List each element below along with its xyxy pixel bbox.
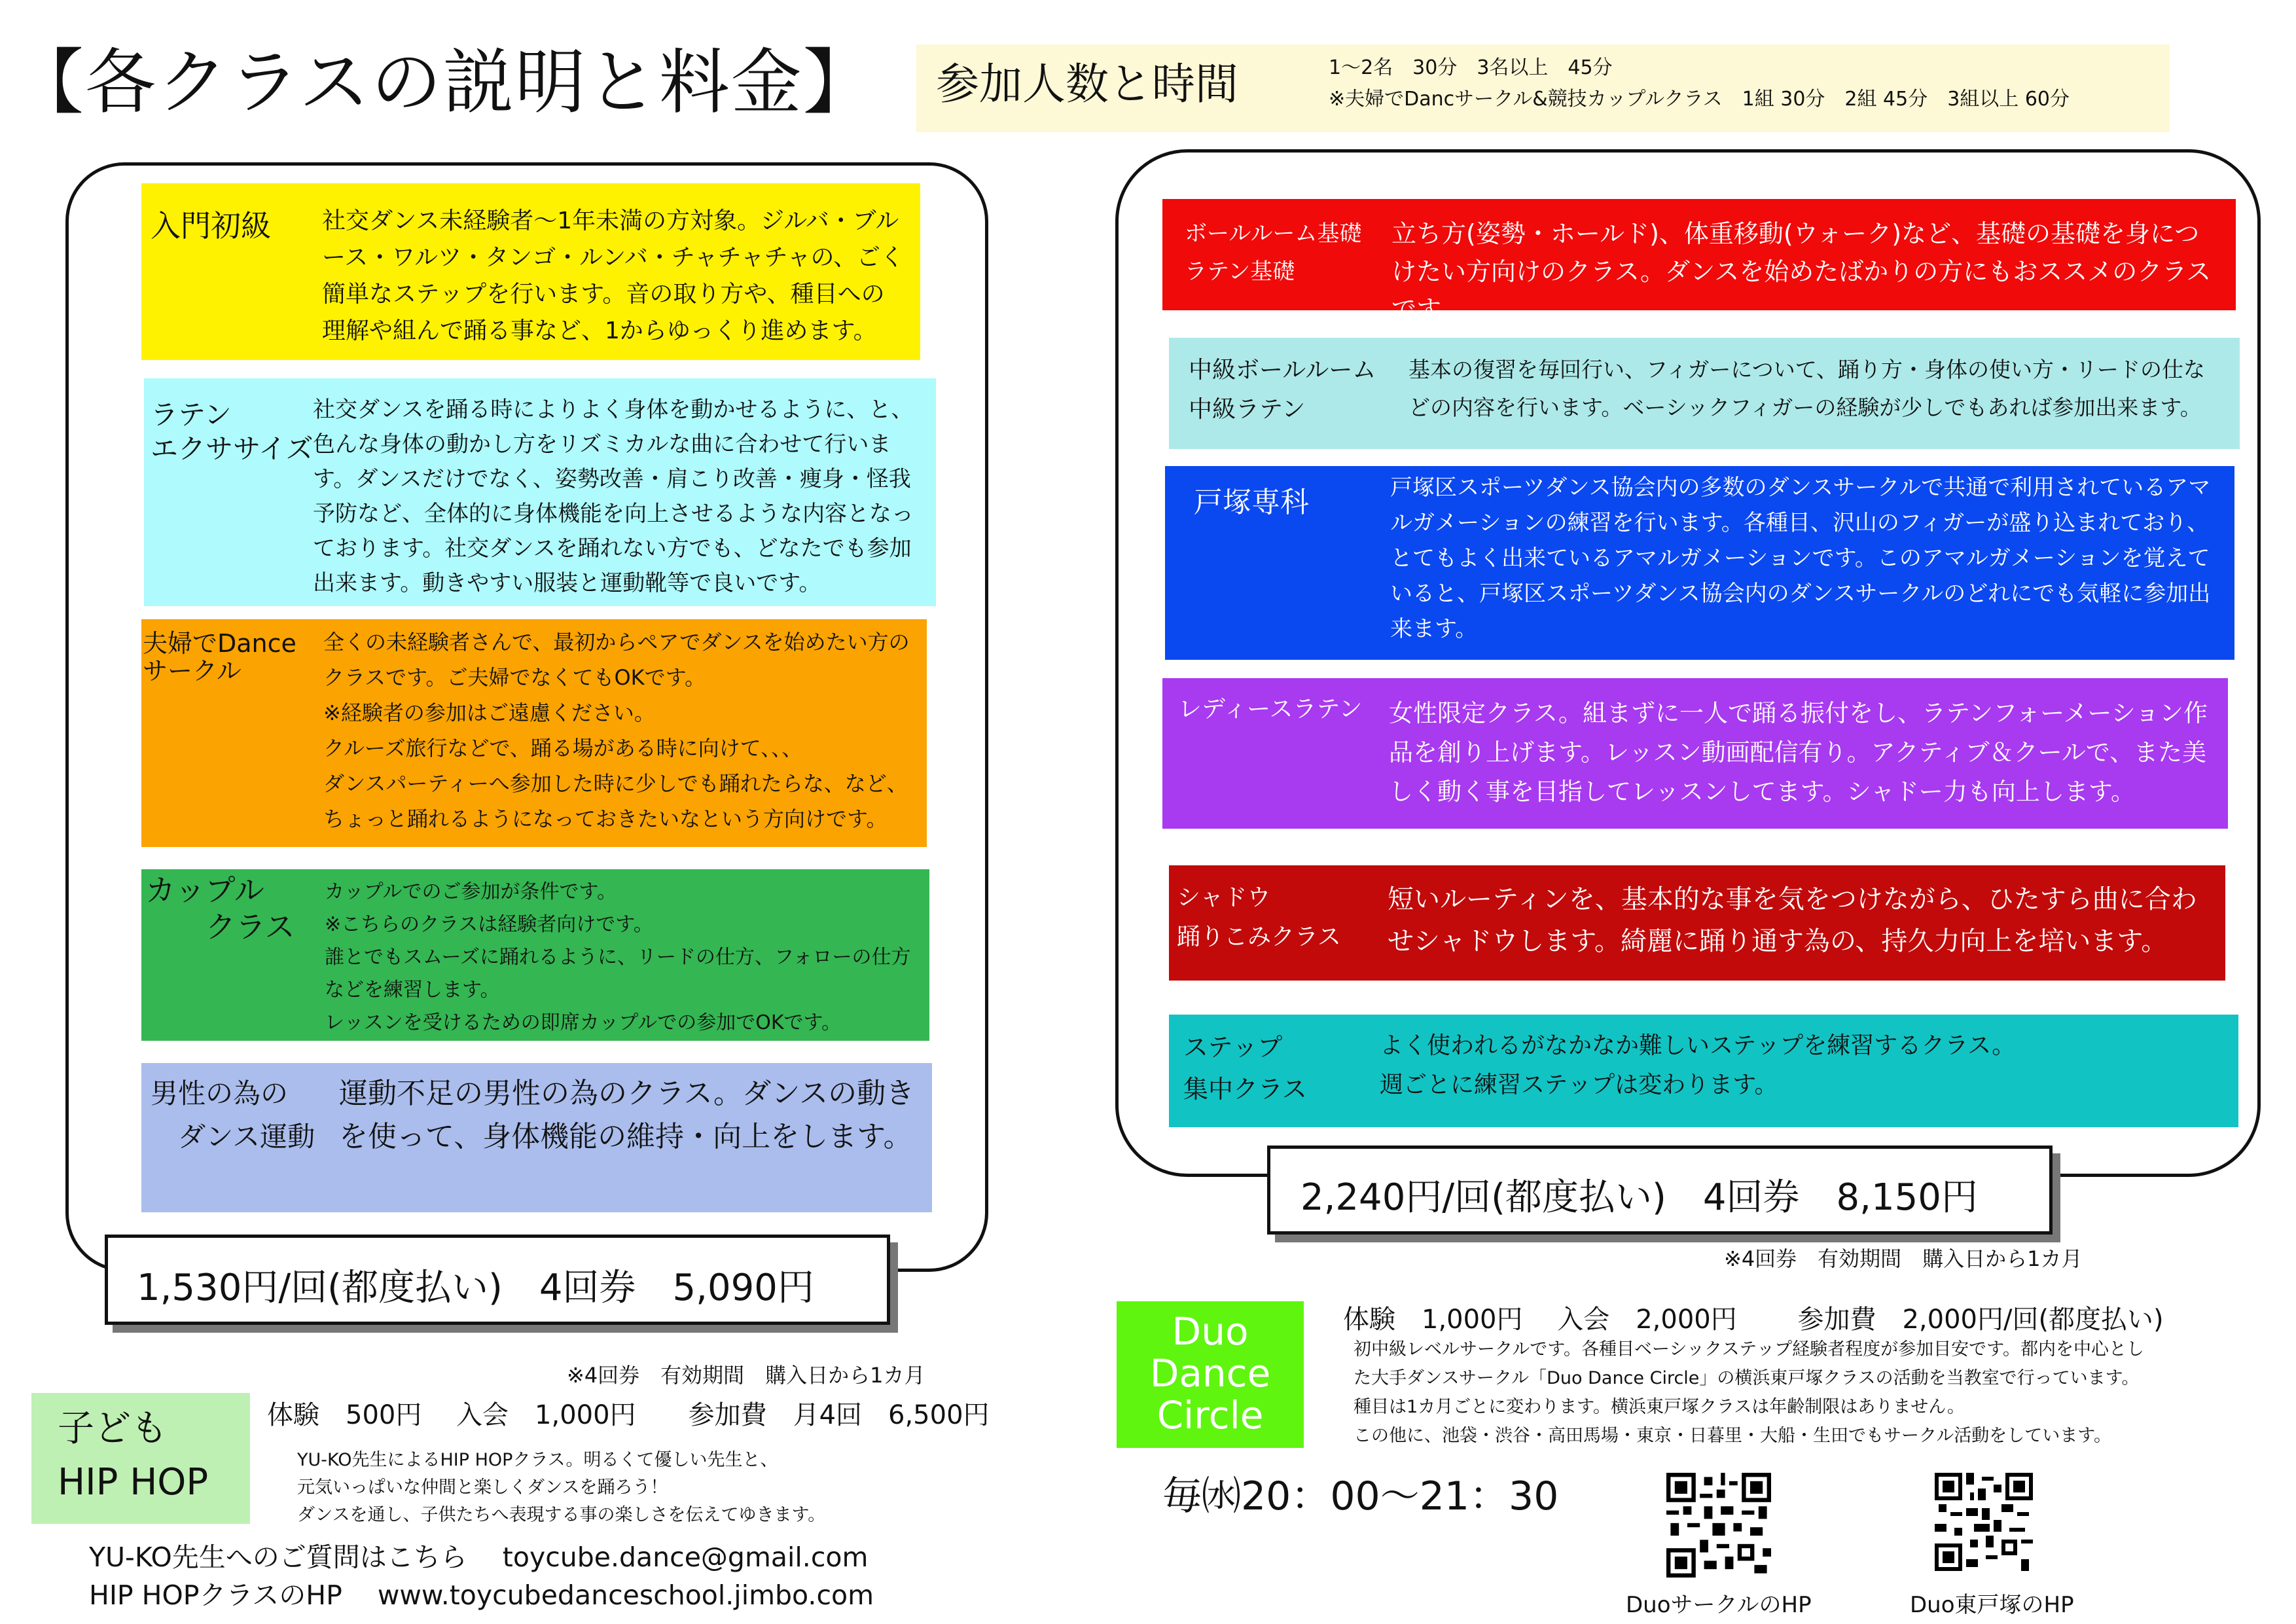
kids-hiphop-label: 子ども HIP HOP (31, 1393, 250, 1524)
class-card-couple-class (141, 869, 929, 1041)
class-name: シャドウ 踊りこみクラス (1177, 884, 1341, 950)
participation-label: 参加人数と時間 (936, 59, 1238, 109)
class-description: 女性限定クラス。組まずに一人で踊る振付をし、ラテンフォーメーション作品を創り上げます。レッスン動画配信有り。アクティブ＆クールで、また美しく動く事を目指してレッスンしてます。シャドー力も向上します。 (1389, 699, 2208, 806)
duo-higashi-totsuka-hp-label: Duo東戸塚のHP (1910, 1592, 2074, 1618)
duo-circle-qr-code[interactable] (1666, 1473, 1771, 1578)
class-description: カップルでのご参加が条件です。 ※こちらのクラスは経験者向けです。 誰とでもスムーズに踊れるように、リードの仕方、フォローの仕方などを練習します。 レッスンを受けるための即席カップルでの参加でOKです。 (325, 880, 911, 1034)
class-card-latin-exercise (144, 378, 936, 606)
class-name: カップル クラス (145, 873, 295, 945)
right-ticket-note: ※4回券 有効期間 購入日から1カ月 (1724, 1246, 2083, 1271)
class-card-shadow (1169, 865, 2225, 981)
duo-circle-hp-label: DuoサークルのHP (1626, 1592, 1812, 1618)
left-ticket-note: ※4回券 有効期間 購入日から1カ月 (567, 1363, 925, 1388)
page-title: 【各クラスの説明と料金】 (13, 42, 875, 124)
class-card-basics (1162, 199, 2236, 324)
class-card-ladies-latin (1162, 678, 2228, 829)
duo-dance-circle-logo: Duo Dance Circle (1117, 1301, 1304, 1448)
kids-description-2: 元気いっぱいな仲間と楽しくダンスを踊ろう！ (297, 1477, 668, 1498)
class-name: ボールルーム基礎 ラテン基礎 (1185, 221, 1362, 285)
left-price-box (105, 1235, 890, 1325)
kids-contact[interactable]: YU-KO先生へのご質問はこちら toycube.dance@gmail.com (89, 1542, 869, 1573)
class-name: 男性の為の ダンス運動 (151, 1077, 315, 1153)
right-price-box (1267, 1146, 2053, 1235)
class-description: 社交ダンスを踊る時によりよく身体を動かせるように、と、色んな身体の動かし方をリズミカルな曲に合わせて行います。ダンスだけでなく、姿勢改善・肩こり改善・痩身・怪我予防など、全体的に身体機能を向上させるような内容となっております。社交ダンスを踊れない方でも、どなたでも参加出来ます。動きやすい服装と運動靴等で良いです。 (313, 397, 914, 596)
class-description: 運動不足の男性の為のクラス。ダンスの動きを使って、身体機能の維持・向上をします。 (339, 1077, 915, 1153)
class-name: 戸塚専科 (1194, 486, 1309, 519)
kids-description-3: ダンスを通し、子供たちへ表現する事の楽しさを伝えてゆきます。 (297, 1505, 826, 1525)
duo-higashi-totsuka-qr-code[interactable] (1935, 1473, 2033, 1571)
class-card-mens-dance (141, 1063, 932, 1212)
participation-line-1: 1～2名 30分 3名以上 45分 (1329, 56, 1613, 79)
class-card-step (1169, 1015, 2238, 1127)
participation-line-2: ※夫婦でDancサークル&競技カップルクラス 1組 30分 2組 45分 3組以上 60分 (1329, 88, 2070, 111)
class-name: 中級ボールルーム 中級ラテン (1189, 357, 1376, 423)
duo-fees: 体験 1,000円 入会 2,000円 参加費 2,000円/回(都度払い) (1343, 1305, 2164, 1335)
class-description: 社交ダンス未経験者～1年未満の方対象。ジルバ・ブルース・ワルツ・タンゴ・ルンバ・チャチャチャの、ごく簡単なステップを行います。音の取り方や、種目への理解や組んで踊る事など、1からゆっくり進めます。 (322, 208, 905, 344)
class-card-couples-dance (141, 619, 927, 847)
kids-fees: 体験 500円 入会 1,000円 参加費 月4回 6,500円 (267, 1400, 990, 1430)
right-price: 2,240円/回(都度払い) 4回券 8,150円 (1300, 1176, 1978, 1219)
class-card-totsuka (1165, 466, 2234, 660)
kids-description-1: YU-KO先生によるHIP HOPクラス。明るくて優しい先生と、 (297, 1450, 778, 1470)
class-name: ラテン エクササイズ (151, 399, 314, 465)
duo-description: 初中級レベルサークルです。各種目ベーシックステップ経験者程度が参加目安です。都内を中心とした大手ダンスサークル「Duo Dance Circle」の横浜東戸塚クラスの活動を当教室で行っています。種目は1カ月ごとに変わります。横浜東戸塚クラスは年齢制限はありません。 この他に、池袋・渋谷・高田馬場・東京・日暮里・大船・生田でもサークル活動をしています。 (1354, 1339, 2144, 1446)
left-price: 1,530円/回(都度払い) 4回券 5,090円 (137, 1267, 814, 1309)
class-description: 立ち方(姿勢・ホールド)、体重移動(ウォーク)など、基礎の基礎を身につけたい方向けのクラス。ダンスを始めたばかりの方にもおススメのクラスです。 (1391, 219, 2212, 324)
class-name: レディースラテン (1178, 696, 1363, 723)
duo-schedule: 毎㈬20：00～21：30 (1162, 1473, 1559, 1519)
class-description: よく使われるがなかなか難しいステップを練習するクラス。 週ごとに練習ステップは変わります。 (1380, 1032, 2016, 1098)
class-card-beginner (141, 183, 920, 360)
class-description: 基本の復習を毎回行い、フィガーについて、踊り方・身体の使い方・リードの仕などの内容を行います。ベーシックフィガーの経験が少しでもあれば参加出来ます。 (1408, 357, 2206, 420)
class-name: 夫婦でDance サークル (143, 629, 296, 685)
class-description: 戸塚区スポーツダンス協会内の多数のダンスサークルで共通で利用されているアマルガメーションの練習を行います。各種目、沢山のフィガーが盛り込まれており、とてもよく出来ているアマルガメーションです。このアマルガメーションを覚えていると、戸塚区スポーツダンス協会内のダンスサークルのどれにでも気軽に参加出来ます。 (1390, 475, 2211, 642)
class-name: ステップ 集中クラス (1183, 1033, 1307, 1104)
class-card-intermediate (1169, 338, 2240, 449)
class-description: 全くの未経験者さんで、最初からペアでダンスを始めたい方のクラスです。ご夫婦でなくてもOKです。 ※経験者の参加はご遠慮ください。 クルーズ旅行などで、踊る場がある時に向けて、、、 ダンスパーティーへ参加した時に少しでも踊れたらな、など、ちょっと踊れるようになっておきたいなという方向けです。 (323, 630, 910, 831)
class-name: 入門初級 (151, 208, 271, 244)
class-description: 短いルーティンを、基本的な事を気をつけながら、ひたすら曲に合わせシャドウします。綺麗に踊り通す為の、持久力向上を培います。 (1388, 884, 2197, 956)
kids-hp-link[interactable]: HIP HOPクラスのHP www.toycubedanceschool.jimbo.com (89, 1579, 874, 1611)
